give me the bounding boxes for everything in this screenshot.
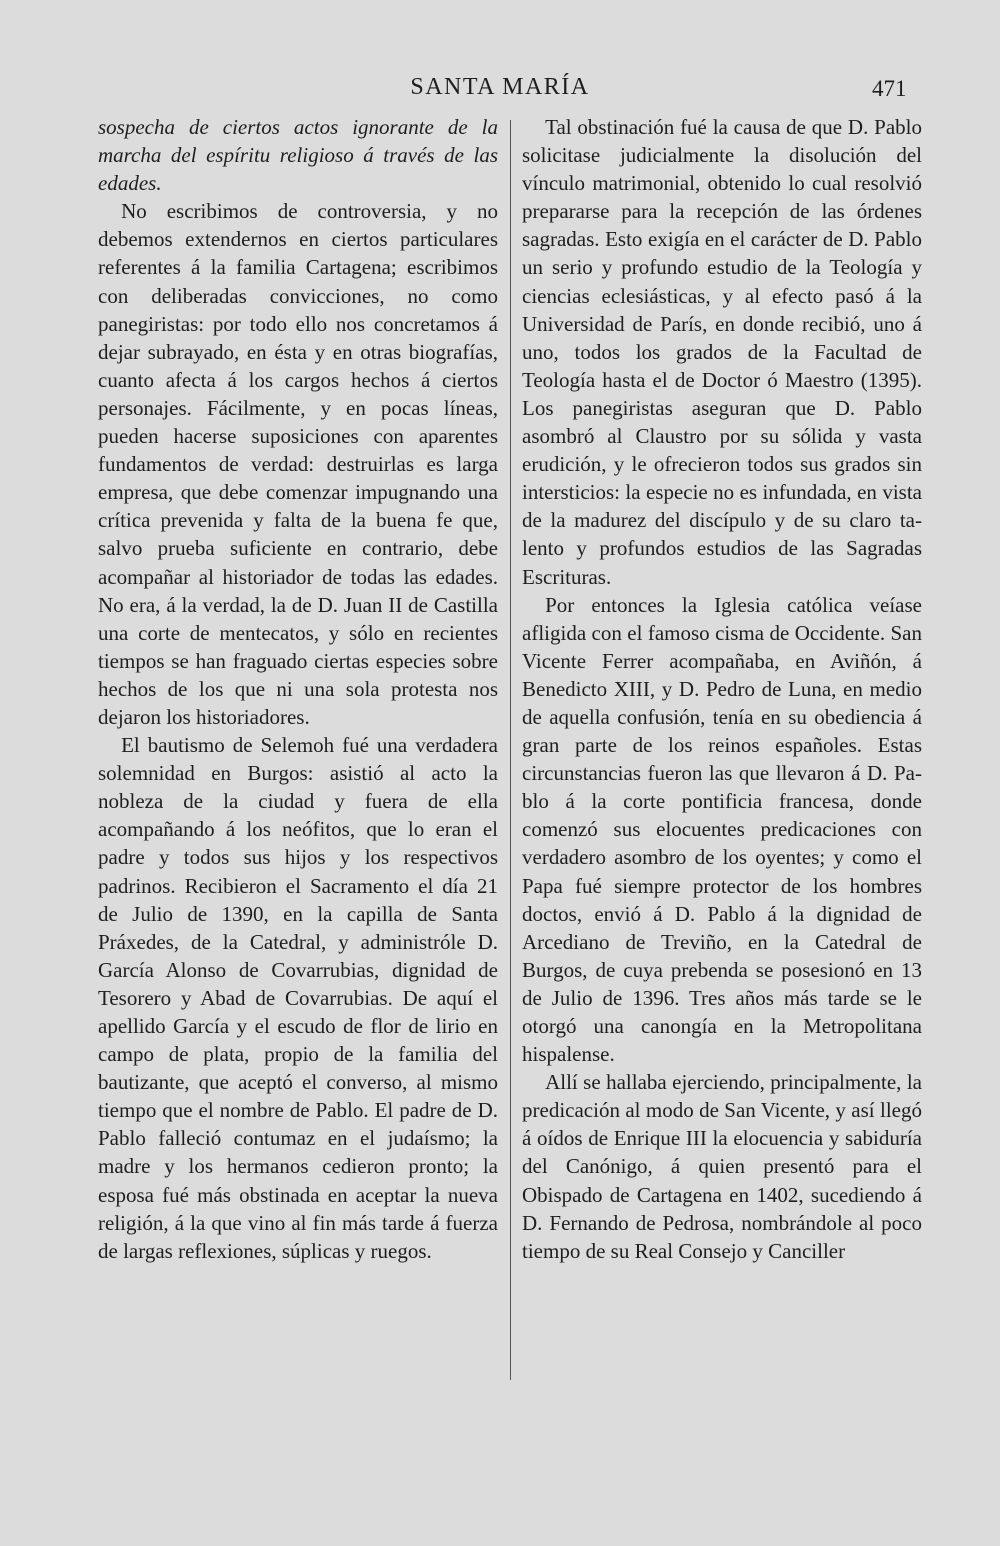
paragraph: Tal obstinación fué la causa de que D. Pablo solicitase judicialmente la disolución del vínculo matrimonial, obtenido lo cual resolvió prepararse para la recepción de las órdenes sagradas. Esto exigía en el carácter de D. Pablo un serio y profundo estudio de la Teología y ciencias eclesiásticas, y al efecto pasó á la Universidad de París, en donde recibió, uno á uno, todos los grados de la Facultad de Teología hasta el de Doctor ó Maestro (1395). Los panegiristas aseguran que D. Pablo asombró al Claustro por su sólida y vasta erudición, y le ofrecieron todos sus grados sin intersticios: la especie no es infundada, en vista de la madurez del discípulo y de su claro talento y profundos estudios de las Sagradas Escrituras. [522,115,922,589]
paragraph-continuation: sospecha de ciertos actos ignorante de la marcha del espíritu religioso á través de las edades. [98,115,498,196]
running-title: SANTA MARÍA [410,74,590,100]
paragraph: Allí se hallaba ejerciendo, principalmente, la predicación al modo de San Vicente, y así llegó á oídos de Enrique III la elocuencia y sabiduría del Canónigo, á quien presentó para el Obispado de Cartagena en 1402, sucediendo á D. Fernando de Pedrosa, nombrándole al poco tiempo de su Real Consejo y Canciller [522,1070,922,1263]
right-column [522,113,922,1265]
column-divider [510,120,511,1380]
paragraph: Por entonces la Iglesia católica veíase afligida con el famoso cisma de Occidente. San Vicente Ferrer acompañaba, en Aviñón, á Benedicto XIII, y D. Pedro de Luna, en medio de aquella confusión, tenía en su obediencia á gran parte de los reinos españoles. Estas circunstancias fueron las que llevaron á D. Pablo á la corte pontificia francesa, donde comenzó sus elocuentes predicaciones con verdadero asombro de los oyentes; y como el Papa fué siempre protector de los hombres doctos, envió á D. Pablo á la dignidad de Arcediano de Treviño, en la Catedral de Burgos, de cuya prebenda se posesionó en 13 de Julio de 1396. Tres años más tarde se le otorgó una canongía en la Metropolitana hispalense. [522,592,922,1067]
left-column [98,113,498,1265]
paragraph: El bautismo de Selemoh fué una verdadera solemnidad en Burgos: asistió al acto la nobleza de la ciudad y fuera de ella acompañando á los neófitos, que lo eran el padre y todos sus hijos y los respectivos padrinos. Recibieron el Sacramento el día 21 de Julio de 1390, en la capilla de Santa Práxedes, de la Catedral, y administróle D. García Alonso de Covarrubias, dignidad de Tesorero y Abad de Covarrubias. De aquí el apellido García y el escudo de flor de lirio en campo de plata, propio de la familia del bautizante, que aceptó el converso, al mismo tiempo que el nombre de Pablo. El padre de D. Pablo falleció contumaz en el judaísmo; la madre y los hermanos cedieron pronto; la esposa fué más obstinada en aceptar la nueva religión, á la que vino al fin más tarde á fuerza de largas reflexiones, súplicas y ruegos. [98,733,498,1263]
page-number: 471 [872,76,907,101]
paragraph: No escribimos de controversia, y no debemos extendernos en ciertos particulares referentes á la familia Cartagena; escribimos con deliberadas convicciones, no como panegiristas: por todo ello nos concretamos á dejar subrayado, en ésta y en otras biografías, cuanto afecta á los cargos hechos á ciertos personajes. Fácilmente, y en pocas líneas, pueden hacerse suposiciones con aparentes fundamentos de verdad: destruirlas es larga empresa, que debe comenzar impugnando una crítica prevenida y falta de la buena fe que, salvo prueba suficiente en contrario, debe acompañar al historiador de todas las edades. No era, á la verdad, la de D. Juan II de Castilla una corte de mentecatos, y sólo en recientes tiempos se han fraguado ciertas especies sobre hechos de los que ni una sola protesta nos dejaron los historiadores. [98,199,498,729]
